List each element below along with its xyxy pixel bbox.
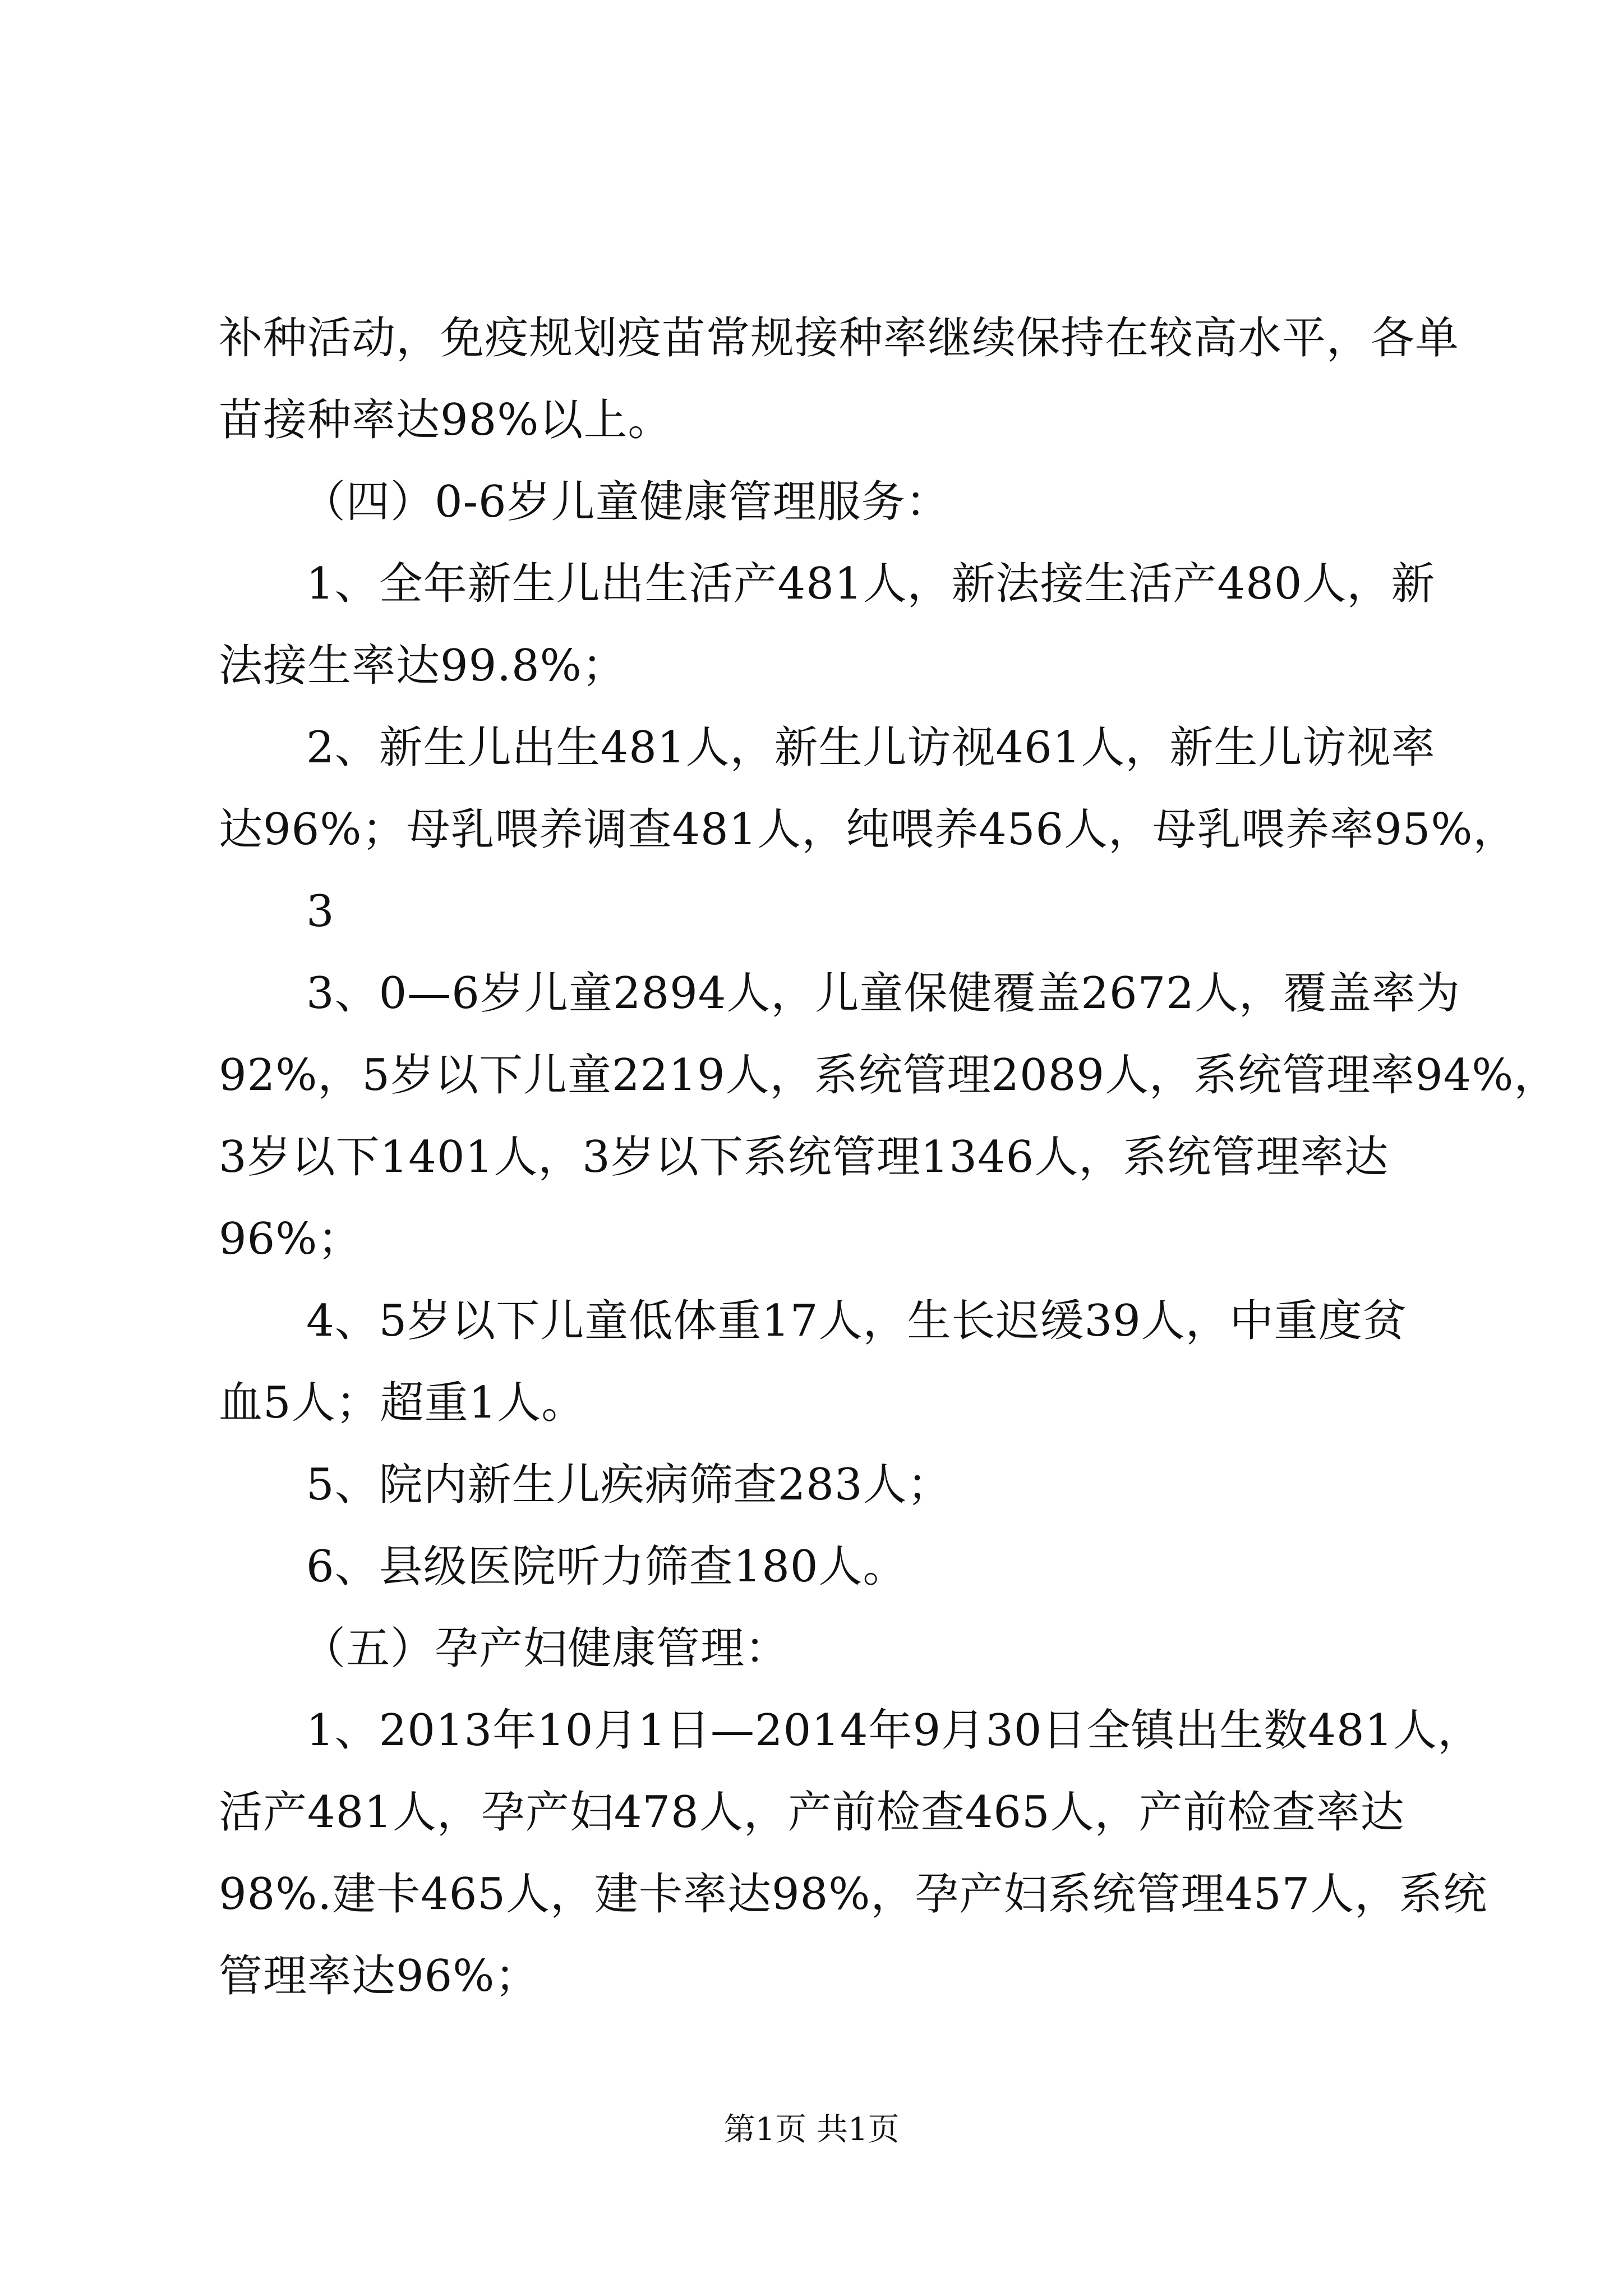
text-line: 3	[306, 886, 335, 937]
text-line: 96%；	[219, 1214, 362, 1264]
list-item: 2、新生儿出生481人，新生儿访视461人，新生儿访视率	[306, 723, 1436, 773]
text-line: 补种活动，免疫规划疫苗常规接种率继续保持在较高水平，各单	[219, 313, 1460, 364]
text-line: 血5人；超重1人。	[219, 1378, 586, 1428]
text-line: 苗接种率达98%以上。	[219, 395, 672, 445]
document-body	[219, 297, 1559, 2017]
text-line: 管理率达96%；	[219, 1951, 540, 2001]
text-line: 98%.建卡465人，建卡率达98%，孕产妇系统管理457人，系统	[219, 1869, 1488, 1920]
page-footer: 第1页 共1页	[723, 2111, 900, 2148]
text-line: 达96%；母乳喂养调查481人，纯喂养456人，母乳喂养率95%，	[219, 804, 1518, 855]
text-line: 3岁以下1401人，3岁以下系统管理1346人，系统管理率达	[219, 1132, 1389, 1182]
list-item: 3、0—6岁儿童2894人，儿童保健覆盖2672人，覆盖率为	[306, 968, 1460, 1019]
section-heading: （四）0-6岁儿童健康管理服务：	[302, 477, 950, 527]
list-item: 4、5岁以下儿童低体重17人，生长迟缓39人，中重度贫	[306, 1296, 1407, 1346]
text-line: 活产481人，孕产妇478人，产前检查465人，产前检查率达	[219, 1787, 1405, 1838]
list-item: 1、全年新生儿出生活产481人，新法接生活产480人，新	[306, 559, 1436, 609]
text-line: 法接生率达99.8%；	[219, 641, 626, 691]
list-item: 1、2013年10月1日—2014年9月30日全镇出生数481人，	[306, 1705, 1482, 1756]
list-item: 6、县级医院听力筛查180人。	[306, 1542, 907, 1592]
text-line: 92%，5岁以下儿童2219人，系统管理2089人，系统管理率94%，	[219, 1050, 1559, 1101]
section-heading: （五）孕产妇健康管理：	[302, 1623, 790, 1674]
list-item: 5、院内新生儿疾病筛查283人；	[306, 1460, 952, 1510]
